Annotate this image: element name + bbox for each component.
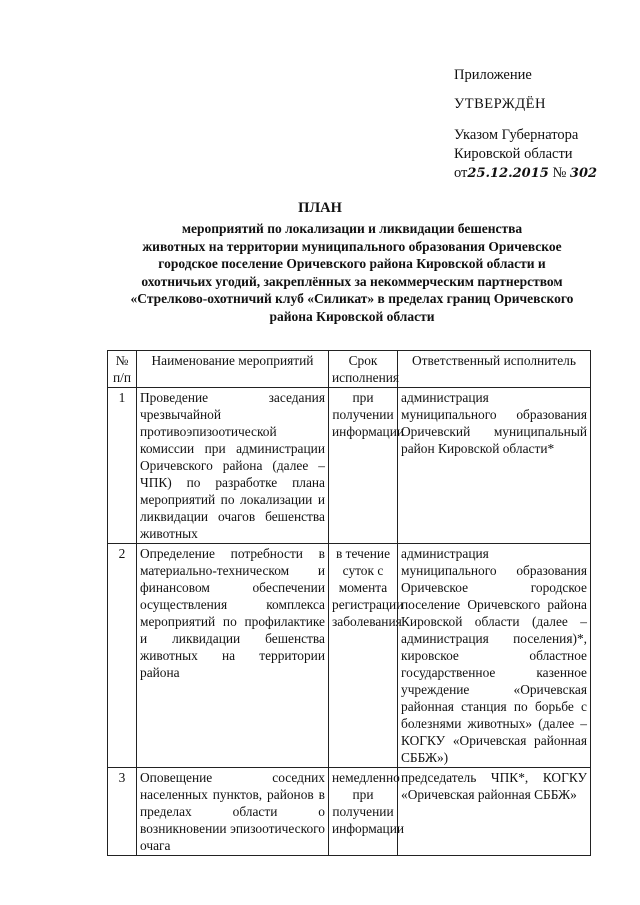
subtitle-line: животных на территории муниципального образования Оричевское (142, 238, 562, 254)
cell-responsible: председатель ЧПК*, КОГКУ «Оричевская районная СББЖ» (398, 768, 591, 856)
decree-date: 25.12.2015 (467, 166, 549, 181)
approval-block (454, 66, 624, 183)
subtitle-line: охотничьих угодий, закреплённых за некоммерческим партнерством (141, 273, 563, 289)
cell-name: Оповещение соседних населенных пунктов, районов в пределах области о возникновении эпизоотического очага (137, 768, 329, 856)
subtitle-line: «Стрелково-охотничий клуб «Силикат» в пределах границ Оричевского (130, 291, 574, 307)
table-row (108, 388, 591, 544)
decree-number: 302 (569, 166, 598, 181)
appendix-label: Приложение (454, 67, 532, 83)
subtitle-line: мероприятий по локализации и ликвидации бешенства (181, 221, 523, 236)
header-term: Срок исполнения (329, 351, 398, 388)
approved-label: УТВЕРЖДЁН (454, 96, 546, 112)
subtitle-line: городское поселение Оричевского района Кировской области и (158, 256, 546, 272)
cell-num: 3 (108, 768, 137, 856)
header-num: № п/п (108, 351, 137, 388)
header-name: Наименование мероприятий (137, 351, 329, 388)
cell-term: при получении информации (329, 388, 398, 544)
cell-responsible: администрация муниципального образования Оричевский муниципальный район Кировской области* (398, 388, 591, 544)
cell-name: Проведение заседания чрезвычайной противоэпизоотической комиссии при администрации Оричевского района (далее – ЧПК) по разработке плана мероприятий по локализации и ликвидации очагов бешенства животных (137, 388, 329, 544)
subtitle-line: района Кировской области (269, 308, 435, 324)
cell-term: в течение суток с момента регистрации заболевания (329, 544, 398, 768)
number-prefix: № (552, 165, 567, 181)
cell-num: 2 (108, 544, 137, 768)
table-header-row (108, 351, 591, 388)
cell-num: 1 (108, 388, 137, 544)
plan-table (107, 350, 591, 856)
decree-date-line (454, 164, 624, 183)
cell-name: Определение потребности в материально-техническом и финансовом обеспечении осуществления комплекса мероприятий по профилактике и ликвидации бешенства животных на территории района (137, 544, 329, 768)
cell-term: немедленно при получении информации (329, 768, 398, 856)
date-prefix: от (454, 165, 468, 181)
table-row (108, 544, 591, 768)
cell-responsible: администрация муниципального образования Оричевское городское поселение Оричевского района Кировской области (далее – администрация поселения)*, кировское областное государственное казенное учреждение «Оричевская районная станция по борьбе с болезнями животных» (далее – КОГКУ «Оричевская районная СББЖ») (398, 544, 591, 768)
header-responsible: Ответственный исполнитель (398, 351, 591, 388)
decree-line-2: Кировской области (454, 146, 573, 162)
document-subtitle (92, 220, 612, 326)
decree-line-1: Указом Губернатора (454, 127, 579, 143)
document-title: ПЛАН (298, 200, 342, 216)
table-row (108, 768, 591, 856)
